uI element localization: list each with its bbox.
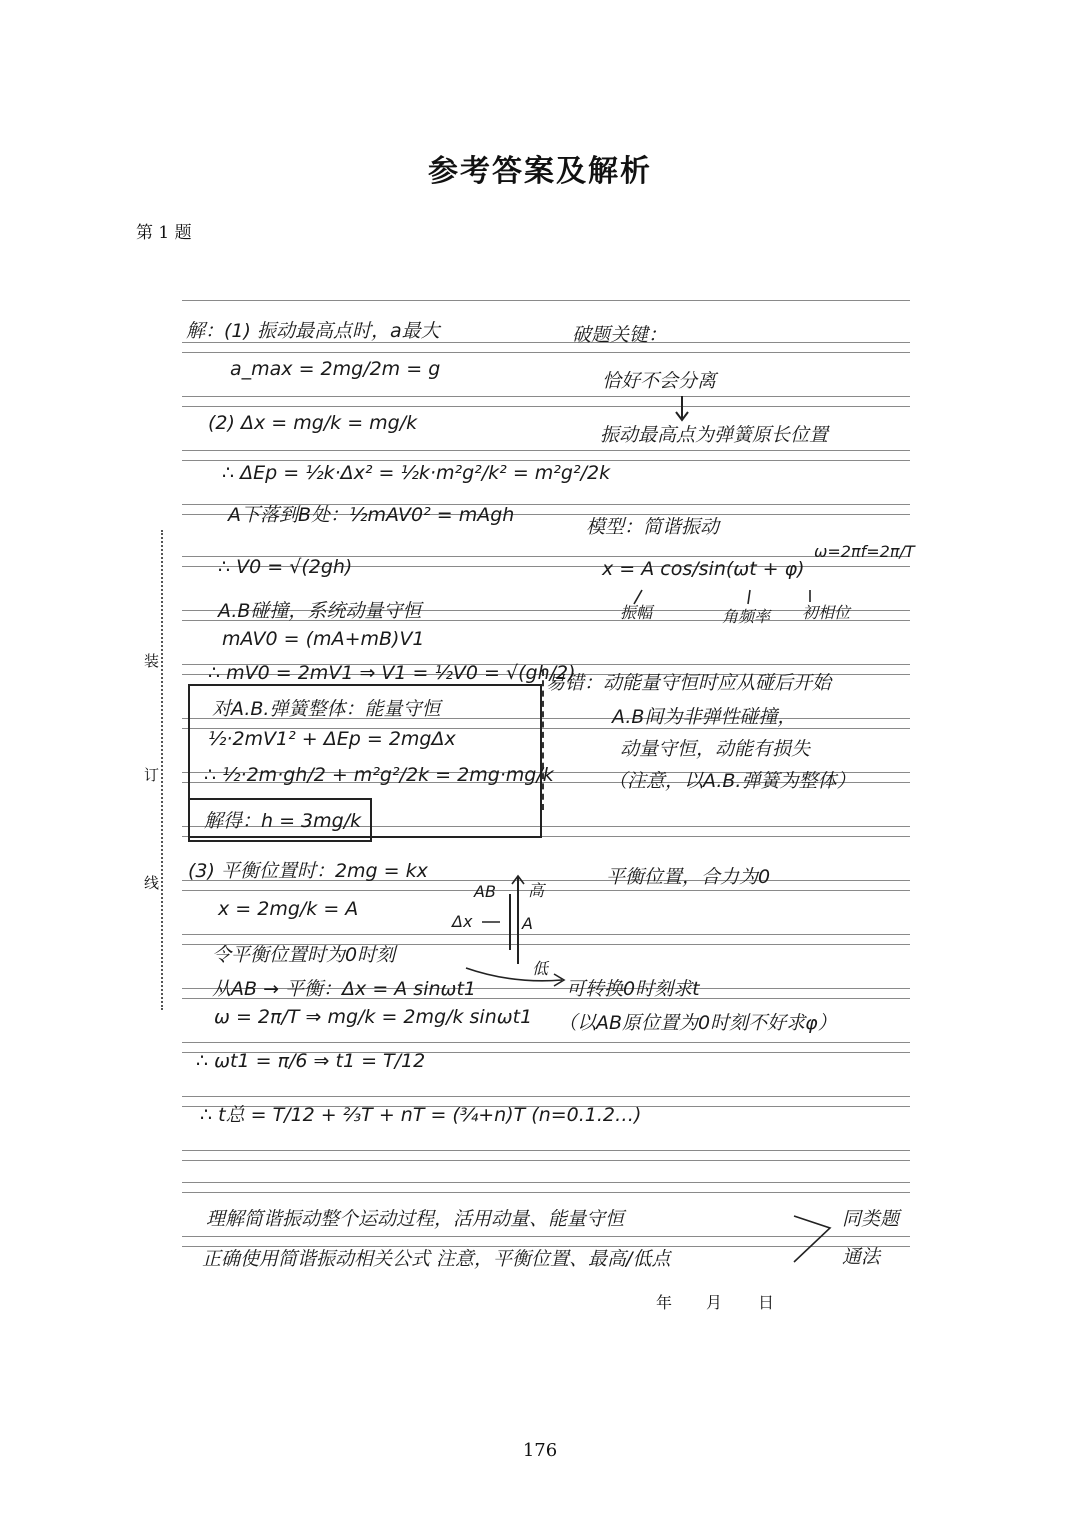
handwritten-answer-sheet: [182, 300, 915, 1300]
pitfall-1: 易错：动能量守恒时应从碰后开始: [546, 672, 832, 694]
line-17: 从AB → 平衡：Δx = A sinωt1: [212, 978, 476, 1000]
pitfall-4: （注意，以A.B.弹簧为整体）: [608, 770, 856, 792]
key-point-2: 振动最高点为弹簧原长位置: [600, 424, 829, 446]
key-point-heading: 破题关键：: [572, 324, 668, 346]
page-number: 176: [522, 1440, 558, 1461]
line-20: ∴ t总 = T/12 + ⅔T + nT = (¾+n)T (n=0.1.2…): [200, 1104, 642, 1126]
line-19: ∴ ωt1 = π/6 ⇒ t1 = T/12: [196, 1050, 426, 1072]
line-16: 令平衡位置时为0时刻: [212, 944, 396, 966]
line-14: (3) 平衡位置时：2mg = kx: [188, 860, 428, 882]
summary-2: 正确使用简谐振动相关公式 注意，平衡位置、最高/低点: [202, 1248, 671, 1270]
fig-label-high: 高: [528, 881, 545, 900]
line-6: ∴ V0 = √(2gh): [218, 556, 353, 578]
convert-note: 可转换0时刻求t: [566, 978, 700, 1000]
line-10: 对A.B.弹簧整体：能量守恒: [212, 698, 441, 720]
summary-1-tag: 同类题: [842, 1208, 900, 1230]
line-3: (2) Δx = mg/k = mg/k: [208, 412, 418, 434]
binding-dotted-line: [161, 530, 163, 1010]
line-15: x = 2mg/k = A: [218, 898, 359, 920]
binding-char-xian: 线: [144, 870, 159, 895]
handwritten-marks: [182, 300, 910, 1300]
fig-label-ab: AB: [474, 882, 496, 901]
line-12: ∴ ½·2m·gh/2 + m²g²/2k = 2mg·mg/k: [204, 764, 554, 786]
binding-char-zhuang: 装: [144, 648, 159, 673]
date-month: 月: [706, 1293, 723, 1312]
line-8: mAV0 = (mA+mB)V1: [222, 628, 425, 650]
line-13: 解得：h = 3mg/k: [204, 810, 362, 832]
line-11: ½·2mV1² + ΔEp = 2mgΔx: [208, 728, 456, 750]
line-5: A下落到B处：½mAV0² = mAgh: [228, 504, 515, 526]
binding-margin: [144, 530, 168, 1010]
line-7: A.B碰撞，系统动量守恒: [218, 600, 422, 622]
origin-note: （以AB原位置为0时刻不好求φ）: [558, 1012, 837, 1034]
fig-label-dx: Δx: [452, 912, 473, 931]
key-point-1: 恰好不会分离: [602, 370, 717, 392]
fig-label-low: 低: [532, 959, 549, 978]
page-title: 参考答案及解析: [428, 154, 652, 189]
label-angular-frequency: 角频率: [722, 607, 771, 626]
label-amplitude: 振幅: [620, 603, 653, 622]
line-2: a_max = 2mg/2m = g: [230, 358, 441, 380]
binding-char-ding: 订: [144, 762, 159, 787]
pitfall-3: 动量守恒，动能有损失: [620, 738, 811, 760]
label-initial-phase: 初相位: [802, 603, 851, 622]
fig-label-a: A: [522, 914, 533, 933]
pitfall-2: A.B间为非弹性碰撞，: [612, 706, 797, 728]
summary-1: 理解简谐振动整个运动过程，活用动量、能量守恒: [206, 1208, 625, 1230]
model-heading: 模型：简谐振动: [586, 516, 720, 538]
line-9: ∴ mV0 = 2mV1 ⇒ V1 = ½V0 = √(gh/2): [208, 662, 576, 684]
equilibrium-note: 平衡位置，合力为0: [606, 866, 771, 888]
date-day: 日: [758, 1293, 775, 1312]
summary-2-tag: 通法: [842, 1246, 881, 1268]
date-year: 年: [656, 1293, 673, 1312]
line-18: ω = 2π/T ⇒ mg/k = 2mg/k sinωt1: [214, 1006, 533, 1028]
omega-formula: ω=2πf=2π/T: [814, 542, 915, 561]
line-1: 解：(1) 振动最高点时，a最大: [186, 320, 440, 342]
line-4: ∴ ΔEp = ½k·Δx² = ½k·m²g²/k² = m²g²/2k: [222, 462, 611, 484]
shm-formula: x = A cos/sin(ωt + φ): [602, 558, 805, 580]
question-label: 第 1 题: [136, 223, 192, 243]
